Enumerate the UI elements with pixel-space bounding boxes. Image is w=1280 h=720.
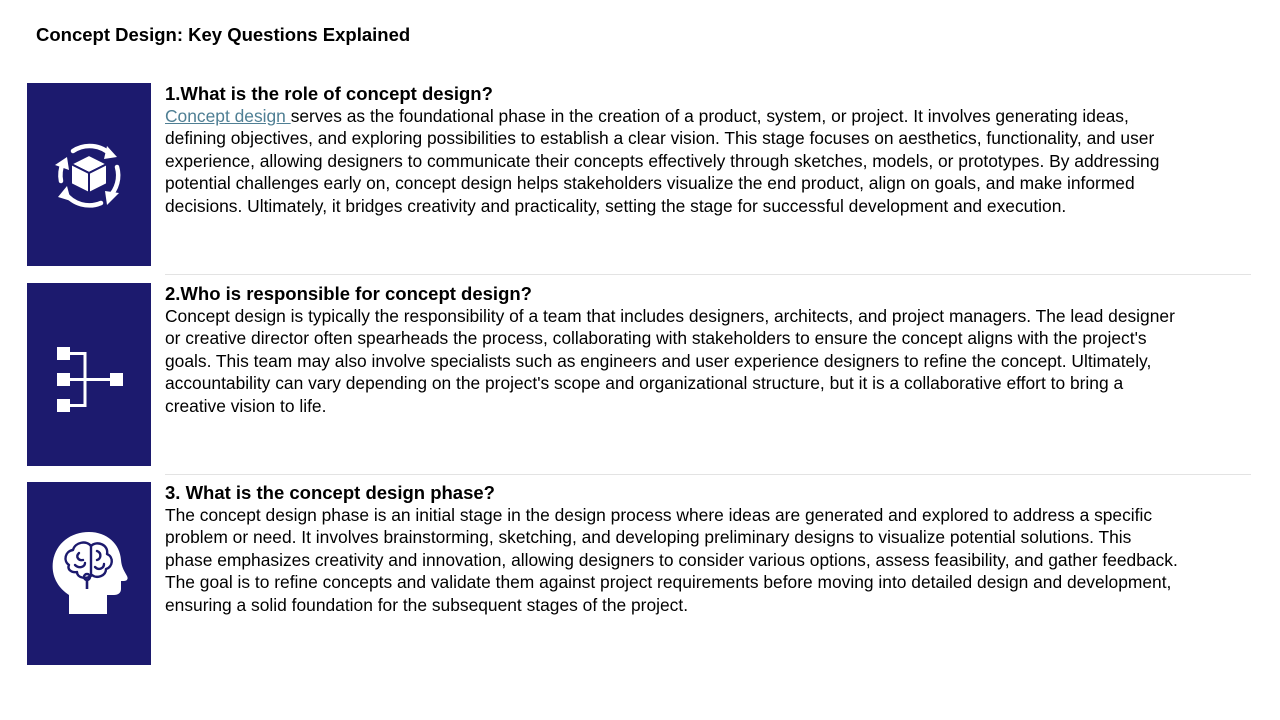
question-card-responsibility <box>27 283 1251 466</box>
section-divider <box>165 274 1251 275</box>
answer-line: potential challenges early on, concept design helps stakeholders visualize the end product, align on goals, and make informed <box>165 173 1135 194</box>
question-title: 3. What is the concept design phase? <box>165 482 495 503</box>
concept-design-link[interactable]: Concept design <box>165 106 291 126</box>
answer-line: The concept design phase is an initial stage in the design process where ideas are generated and explored to address a specific <box>165 505 1153 525</box>
hierarchy-icon <box>49 335 129 415</box>
question-title: 2.Who is responsible for concept design? <box>165 283 532 304</box>
answer-line: creative vision to life. <box>165 395 327 416</box>
question-card-role <box>27 83 1251 266</box>
icon-panel <box>27 83 151 266</box>
cycle-box-icon <box>49 135 129 215</box>
answer-line: The goal is to refine concepts and validate them against project requirements before moving into detailed design and development, <box>165 572 1172 593</box>
answer-line: or creative director often spearheads the process, collaborating with stakeholders to ensure the concept aligns with the project's <box>165 328 1147 349</box>
question-content <box>165 482 1255 616</box>
icon-panel <box>27 283 151 466</box>
answer-line: decisions. Ultimately, it bridges creativity and practicality, setting the stage for successful development and execution. <box>165 195 1067 216</box>
answer-line: Concept design is typically the responsibility of a team that includes designers, architects, and project managers. The lead designer <box>165 306 1175 326</box>
answer-text <box>165 504 1255 616</box>
section-divider <box>165 474 1251 475</box>
answer-text <box>165 105 1255 217</box>
icon-panel <box>27 482 151 665</box>
answer-line: problem or need. It involves brainstorming, sketching, and developing preliminary designs to visualize potential solutions. This <box>165 527 1132 548</box>
page-title: Concept Design: Key Questions Explained <box>36 24 411 45</box>
brain-head-icon <box>49 529 129 619</box>
answer-line: accountability can vary depending on the project's scope and organizational structure, but it is a collaborative effort to bring a <box>165 373 1124 394</box>
answer-line: ensuring a solid foundation for the subsequent stages of the project. <box>165 594 689 615</box>
answer-line: defining objectives, and exploring possibilities to establish a clear vision. This stage focuses on aesthetics, functionality, and user <box>165 128 1155 149</box>
question-card-phase <box>27 482 1251 665</box>
question-title: 1.What is the role of concept design? <box>165 83 493 104</box>
question-content <box>165 83 1255 217</box>
answer-text <box>165 305 1255 417</box>
answer-line: phase emphasizes creativity and innovation, allowing designers to consider various options, assess feasibility, and gather feedback. <box>165 549 1178 570</box>
answer-line: Concept design serves as the foundational phase in the creation of a product, system, or project. It involves generating ideas, <box>165 106 1129 126</box>
question-content <box>165 283 1255 417</box>
answer-line: goals. This team may also involve specialists such as engineers and user experience designers to refine the concept. Ultimately, <box>165 350 1152 371</box>
answer-line: experience, allowing designers to communicate their concepts effectively through sketches, models, or prototypes. By addressing <box>165 150 1160 171</box>
